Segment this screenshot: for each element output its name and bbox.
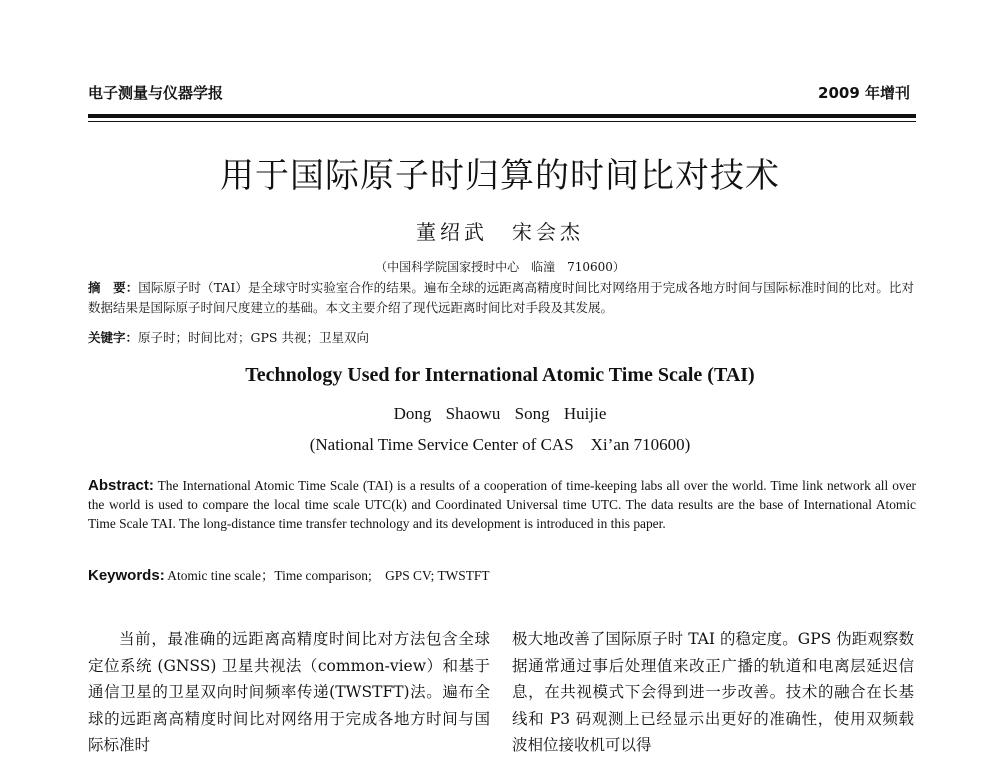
keywords-en-label: Keywords: — [88, 567, 165, 584]
keywords-cn-text: 原子时；时间比对；GPS 共视；卫星双向 — [138, 330, 369, 345]
abstract-cn-label: 摘 要： — [88, 280, 139, 295]
header-rule-thin — [88, 121, 916, 122]
header-rule-thick — [88, 114, 916, 118]
journal-name: 电子测量与仪器学报 — [88, 84, 224, 102]
paper-title-cn: 用于国际原子时归算的时间比对技术 — [220, 156, 780, 196]
keywords-en — [88, 565, 916, 584]
keywords-cn — [88, 328, 914, 348]
abstract-cn — [88, 278, 914, 318]
paper-title-en: Technology Used for International Atomic Time Scale (TAI) — [245, 364, 755, 386]
abstract-en — [88, 476, 916, 533]
authors-cn: 董绍武 宋会杰 — [416, 220, 584, 244]
body-right-column: 极大地改善了国际原子时 TAI 的稳定度。GPS 伪距观察数据通常通过事后处理值来改正广播的轨道和电离层延迟信息，在共视模式下会得到进一步改善。技术的融合在长基线和 P3 码观测上已经显示出更好的准确性，使用双频载波相位接收机可以得 — [512, 630, 914, 754]
body-left-column: 当前，最准确的远距离高精度时间比对方法包含全球定位系统 (GNSS) 卫星共视法（common-view）和基于通信卫星的卫星双向时间频率传递(TWSTFT)法。遍布全球的远距离高精度时间比对网络用于完成各地方时间与国际标准时 — [88, 630, 490, 754]
abstract-en-label: Abstract: — [88, 477, 154, 494]
issue-label: 2009 年增刊 — [818, 84, 910, 102]
affiliation-cn: （中国科学院国家授时中心 临潼 710600） — [375, 260, 625, 274]
abstract-cn-text: 国际原子时（TAI）是全球守时实验室合作的结果。遍布全球的远距离高精度时间比对网络用于完成各地方时间与国际标准时间的比对。比对数据结果是国际原子时间尺度建立的基础。本文主要介绍了现代远距离时间比对手段及其发展。 — [88, 280, 914, 315]
authors-en: Dong Shaowu Song Huijie — [393, 404, 607, 423]
affiliation-en: (National Time Service Center of CAS Xi’an 710600) — [309, 435, 691, 454]
keywords-en-text: Atomic tine scale；Time comparison; GPS CV; TWSTFT — [167, 568, 490, 583]
running-header — [88, 82, 910, 106]
abstract-en-text: The International Atomic Time Scale (TAI) is a results of a cooperation of time-keeping labs all over the world. Time link network all over the world is used to compare the local time scale UTC(k) and Coordinated Universal time UTC. The data results are the base of International Atomic Time Scale TAI. The long-distance time transfer technology and its development is introduced in this paper. — [88, 478, 917, 531]
keywords-cn-label: 关键字： — [88, 330, 139, 345]
